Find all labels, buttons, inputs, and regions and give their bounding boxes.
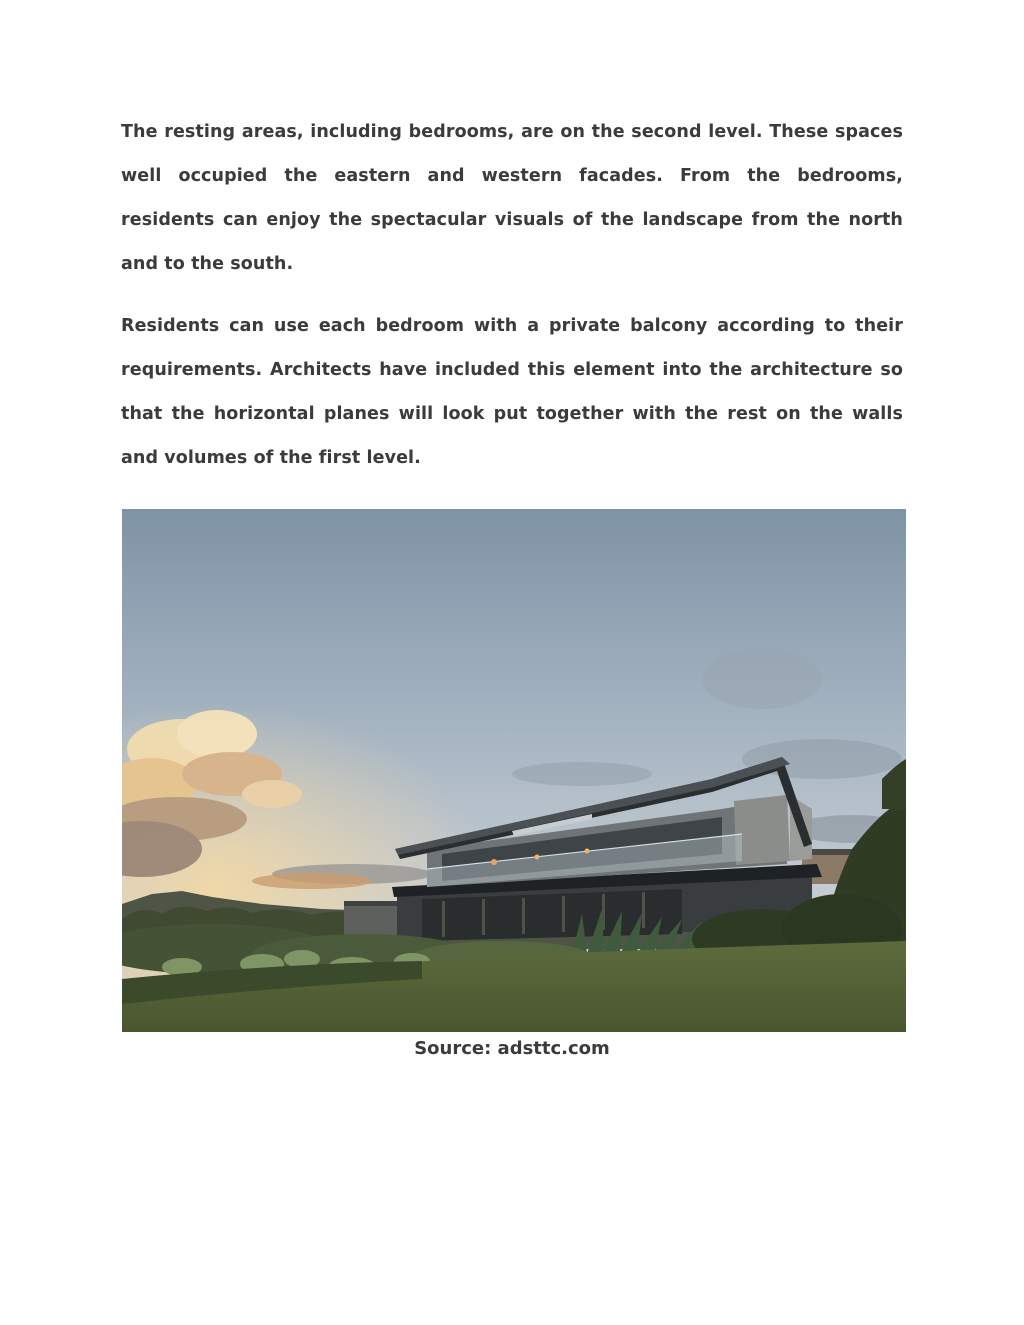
house-photo-illustration xyxy=(122,509,906,1032)
figure-caption: Source: adsttc.com xyxy=(414,1038,610,1059)
paragraph-private-balcony: Residents can use each bedroom with a private balcony according to their requirements. Architects have included this element into the architecture so that the horizontal planes will look put together with the rest on the walls and volumes of the first level. xyxy=(121,316,903,468)
paragraph-resting-areas: The resting areas, including bedrooms, are on the second level. These spaces well occupied the eastern and western facades. From the bedrooms, residents can enjoy the spectacular visuals of the landscape from the north and to the south. xyxy=(121,122,903,274)
house-photo xyxy=(122,509,906,1032)
